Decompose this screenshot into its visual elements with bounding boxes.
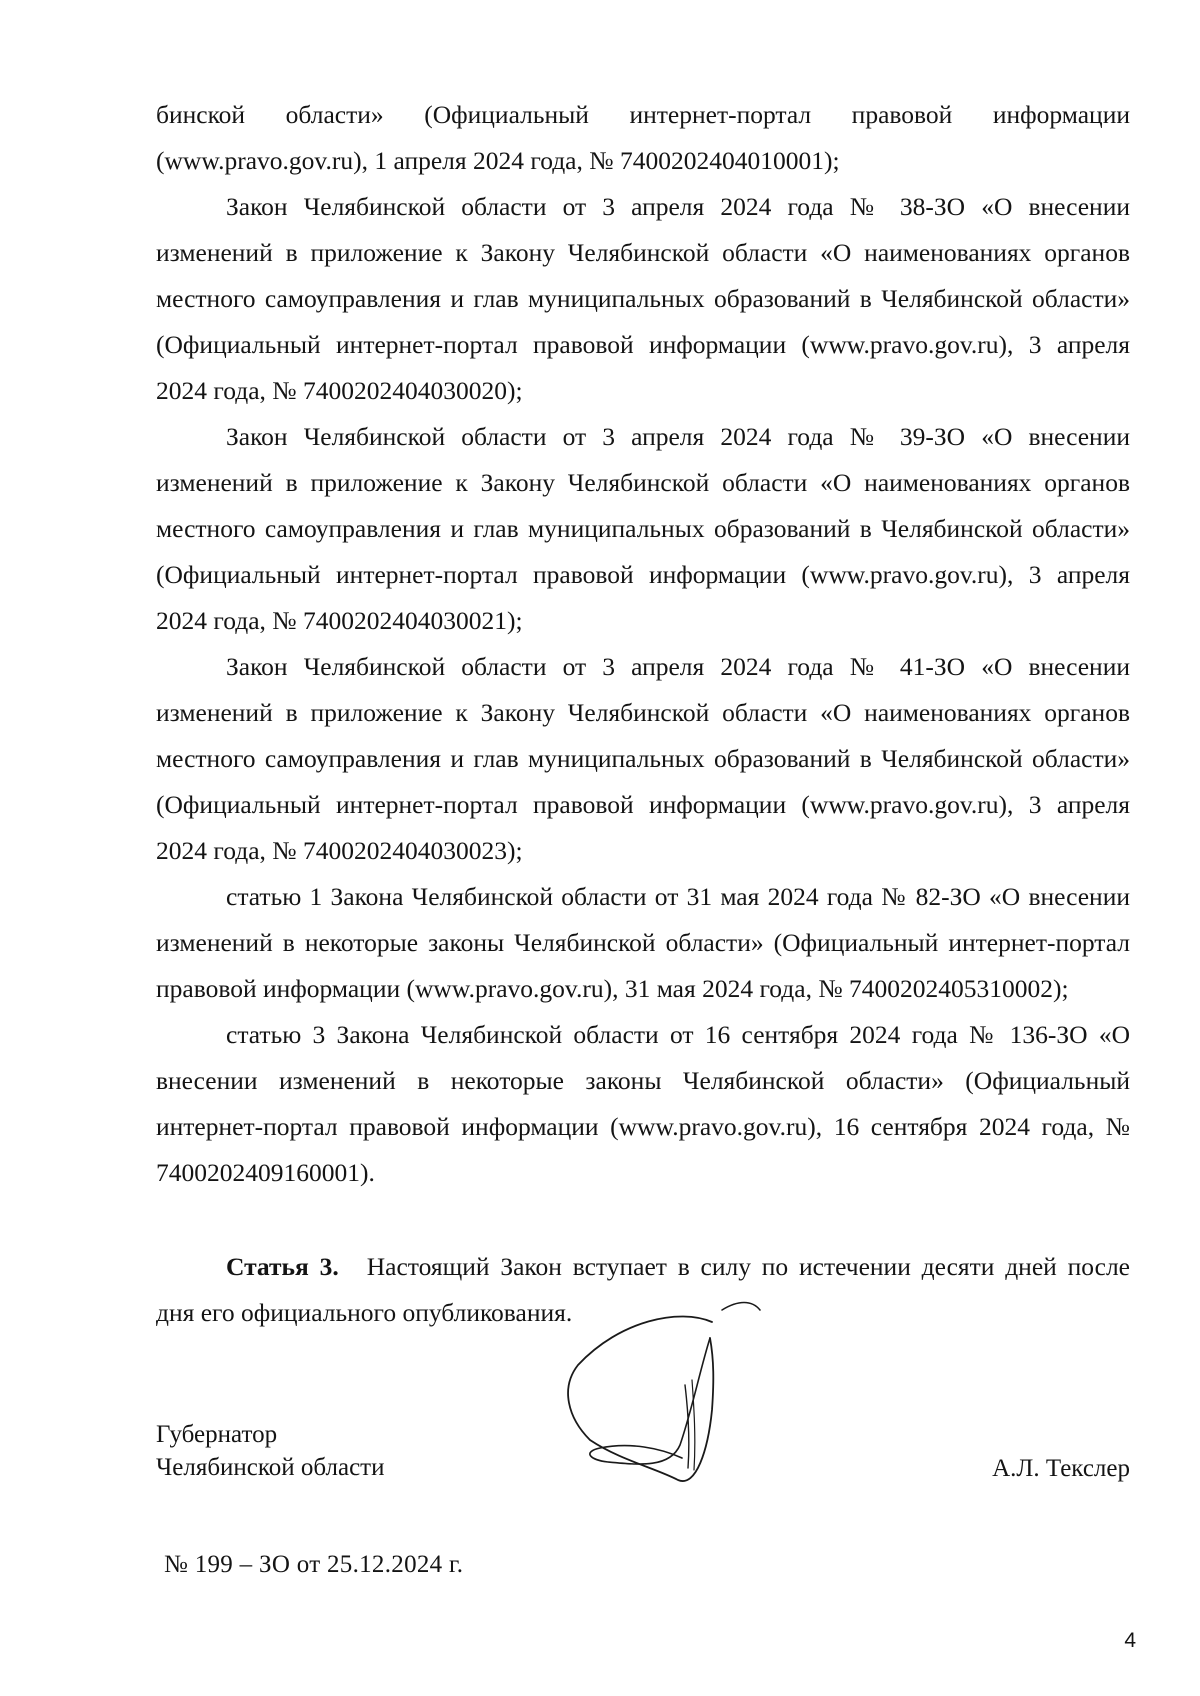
signatory-position-line2: Челябинской области [156, 1454, 385, 1481]
paragraph-law-38: Закон Челябинской области от 3 апреля 2024 года № 38-ЗО «О внесении изменений в приложение к Закону Челябинской области «О наименованиях органов местного самоуправления и глав муниципальных образований в Челябинской области» (Официальный интернет-портал правовой информации (www.pravo.gov.ru), 3 апреля 2024 года, № 7400202404030020); [156, 192, 1130, 405]
signatory-name: А.Л. Текслер [992, 1455, 1130, 1482]
paragraph-law-41: Закон Челябинской области от 3 апреля 2024 года № 41-ЗО «О внесении изменений в приложение к Закону Челябинской области «О наименованиях органов местного самоуправления и глав муниципальных образований в Челябинской области» (Официальный интернет-портал правовой информации (www.pravo.gov.ru), 3 апреля 2024 года, № 7400202404030023); [156, 652, 1130, 865]
paragraph-law-39: Закон Челябинской области от 3 апреля 2024 года № 39-ЗО «О внесении изменений в приложение к Закону Челябинской области «О наименованиях органов местного самоуправления и глав муниципальных образований в Челябинской области» (Официальный интернет-портал правовой информации (www.pravo.gov.ru), 3 апреля 2024 года, № 7400202404030021); [156, 422, 1130, 635]
paragraph-law-136: статью 3 Закона Челябинской области от 16 сентября 2024 года № 136-ЗО «О внесении изменений в некоторые законы Челябинской области» (Официальный интернет-портал правовой информации (www.pravo.gov.ru), 16 сентября 2024 года, № 7400202409160001). [156, 1020, 1130, 1187]
document-body [156, 92, 1130, 1362]
paragraph-continuation: бинской области» (Официальный интернет-портал правовой информации (www.pravo.gov.ru), 1 апреля 2024 года, № 7400202404010001); [156, 100, 1130, 175]
paragraph-law-82: статью 1 Закона Челябинской области от 31 мая 2024 года № 82-ЗО «О внесении изменений в некоторые законы Челябинской области» (Официальный интернет-портал правовой информации (www.pravo.gov.ru), 31 мая 2024 года, № 7400202405310002); [156, 882, 1130, 1003]
article-3-text: Настоящий Закон вступает в силу по истечении десяти дней после дня его официального опубликования. [156, 1252, 1130, 1327]
signatory-position [156, 1418, 384, 1484]
handwritten-signature [560, 1290, 790, 1490]
article-3-title: Статья 3. [226, 1252, 339, 1281]
signatory-position-line1: Губернатор [156, 1421, 278, 1448]
document-number: № 199 – ЗО от 25.12.2024 г. [164, 1551, 464, 1578]
page-number: 4 [1124, 1629, 1136, 1652]
